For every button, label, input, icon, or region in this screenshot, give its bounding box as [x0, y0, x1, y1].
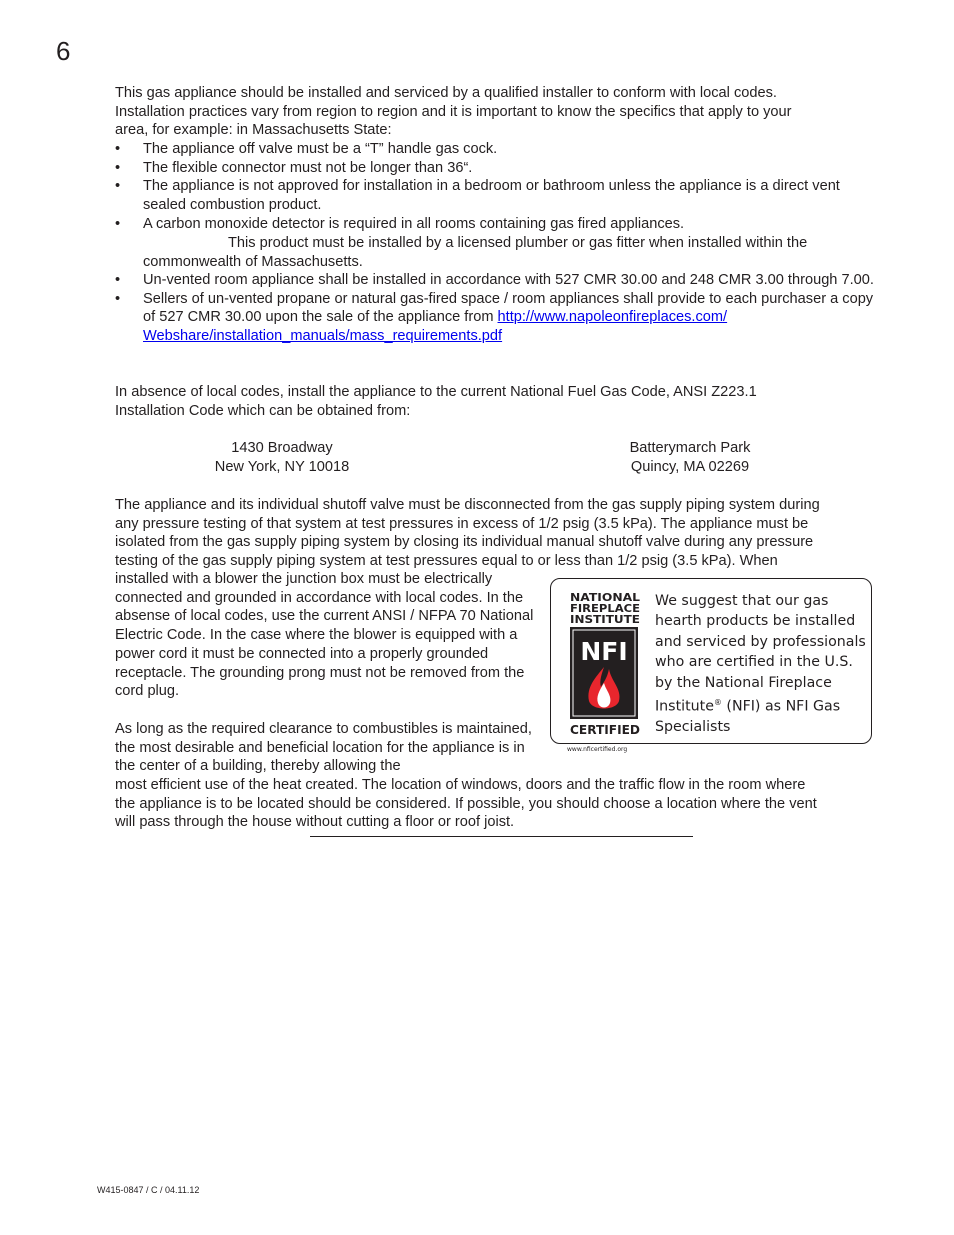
unvented-requirements-list: [115, 271, 880, 346]
intro-line: This gas appliance should be installed and serviced by a qualified installer to conform with local codes.: [115, 85, 777, 101]
blower-grounding-paragraph: installed with a blower the junction box must be electrically connected and grounded in accordance with local codes. In the absense of local codes, use the current ANSI / NFPA 70 National Electric Code. In the case where the blower is equipped with a power cord it must be connected into a properly grounded receptacle. The grounding prong must not be removed from the cord plug.: [115, 571, 534, 700]
list-item: • The appliance is not approved for installation in a bedroom or bathroom unless the appliance is a direct vent sealed combustion product.: [115, 177, 880, 214]
logo-url-text: www.nficertified.org: [567, 746, 628, 753]
paragraph-line: the appliance is to be located should be considered. If possible, you should choose a location where the vent: [115, 795, 817, 812]
sellers-requirement-text: Sellers of un-vented propane or natural gas-fired space / room appliances shall provide to each purchaser a copy of 527 CMR 30.00 upon the sale of the appliance from: [143, 290, 874, 326]
paragraph-line: In absence of local codes, install the appliance to the current National Fuel Gas Code, ANSI Z223.1: [115, 384, 757, 400]
location-paragraph-end: [115, 776, 880, 832]
page-number: 6: [56, 36, 71, 66]
address-line: New York, NY 10018: [214, 458, 350, 475]
address-new-york: [200, 439, 364, 476]
link-text: http://www.napoleonfireplaces.com/: [497, 309, 728, 326]
local-codes-paragraph: [115, 383, 880, 420]
paragraph-line: testing of the gas supply piping system at test pressures equal to or less than 1/2 psig (3.5 kPa). When: [115, 553, 778, 570]
list-item: • The flexible connector must not be longer than 36“.: [115, 159, 880, 178]
paragraph-line: The appliance and its individual shutoff valve must be disconnected from the gas supply piping system during: [115, 497, 820, 513]
registered-mark: ®: [713, 698, 722, 708]
intro-paragraph: [115, 84, 880, 140]
nfi-text-part: (NFI) as NFI Gas Specialists: [655, 698, 841, 736]
list-item: • The appliance off valve must be a “T” handle gas cock.: [115, 140, 880, 159]
address-line: Quincy, MA 02269: [630, 458, 750, 475]
logo-text: INSTITUTE: [570, 614, 640, 626]
logo-badge-text: NFI: [580, 637, 628, 666]
document-code: W415-0847 / C / 04.11.12: [97, 1185, 200, 1195]
nfi-certification-callout: [550, 578, 872, 753]
location-paragraph-start: As long as the required clearance to combustibles is maintained, the most desirable and beneficial location for the appliance is in the center of a building, thereby allowing the: [115, 721, 532, 775]
nfi-text-part: We suggest that our gas hearth products be installed and serviced by professionals who are certified in the U.S. by the National Fireplace Institute: [655, 593, 866, 715]
address-line: 1430 Broadway: [231, 440, 333, 456]
section-divider: [310, 836, 693, 837]
paragraph-line: Installation Code which can be obtained from:: [115, 402, 411, 419]
nfi-recommendation-text: [655, 591, 867, 738]
address-line: Batterymarch Park: [629, 440, 751, 456]
paragraph-line: most efficient use of the heat created. The location of windows, doors and the traffic flow in the room where: [115, 777, 806, 793]
list-item: • Un-vented room appliance shall be installed in accordance with 527 CMR 30.00 and 248 CMR 3.00 through 7.00.: [115, 271, 880, 290]
massachusetts-requirements-list: [115, 140, 880, 234]
intro-line: area, for example: in Massachusetts State:: [115, 122, 392, 139]
address-quincy: [612, 439, 768, 476]
link-text: Webshare/installation_manuals/mass_requirements.pdf: [143, 328, 503, 345]
massachusetts-plumber-note: This product must be installed by a licensed plumber or gas fitter when installed within the commonwealth of Massachusetts.: [143, 235, 808, 270]
logo-text: NATIONAL: [570, 592, 641, 604]
logo-text: FIREPLACE: [570, 603, 640, 615]
paragraph-line: any pressure testing of that system at test pressures in excess of 1/2 psig (3.5 kPa). The appliance must be: [115, 515, 809, 532]
intro-line: Installation practices vary from region to region and it is important to know the specifics that apply to your: [115, 103, 792, 120]
nfi-certified-logo: [567, 591, 649, 755]
paragraph-line: isolated from the gas supply piping system by closing its individual manual shutoff valve during any pressure: [115, 534, 814, 551]
list-item: • A carbon monoxide detector is required in all rooms containing gas fired appliances.: [115, 215, 880, 234]
paragraph-line: will pass through the house without cutting a floor or roof joist.: [115, 814, 515, 831]
pressure-testing-paragraph: [115, 496, 885, 571]
list-item: [115, 290, 880, 346]
logo-certified-text: CERTIFIED: [570, 722, 640, 737]
